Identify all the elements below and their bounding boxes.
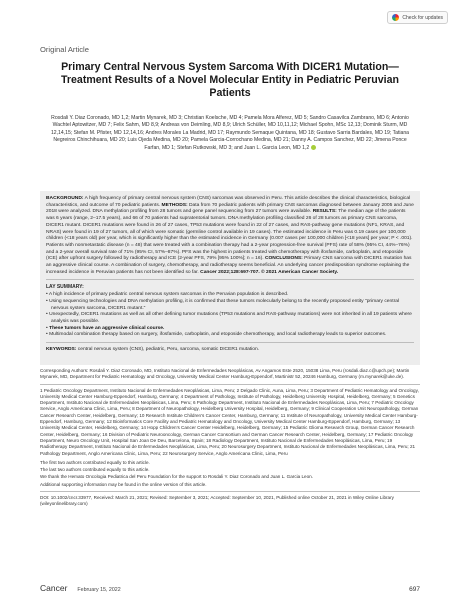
equal-contribution-first: The first two authors contributed equally to this article. <box>40 459 150 465</box>
bullet: • <box>46 332 48 338</box>
orcid-icon[interactable] <box>311 145 316 150</box>
page-number: 697 <box>409 586 420 593</box>
check-updates-label: Check for updates <box>402 14 443 21</box>
keywords-label: KEYWORDS: <box>46 347 77 353</box>
bullet: • <box>46 298 48 304</box>
equal-contribution-last: The last two authors contributed equally to this article. <box>40 467 150 473</box>
keywords <box>46 347 414 354</box>
acknowledgement: We thank the Hemato Oncologia Pediatrica del Peru Foundation for the support to Rosdali Y. Diaz Coronado and Juan L. Garcia Leon. <box>40 474 313 480</box>
list-item <box>46 312 414 325</box>
keywords-text: central nervous system (CNS), pediatric, Peru, sarcoma, somatic DICER1 mutation. <box>77 347 260 353</box>
list-item <box>46 332 414 339</box>
lay-summary-title: LAY SUMMARY: <box>46 284 84 291</box>
methods-label: METHODS: <box>161 202 188 208</box>
article-title: Primary Central Nervous System Sarcoma With DICER1 Mutation—Treatment Results of a Novel Molecular Entity in Pediatric Peruvian Patients <box>61 61 399 99</box>
keywords-divider <box>46 342 414 343</box>
conclusions-label: CONCLUSIONS: <box>264 256 303 262</box>
supporting-info: Additional supporting information may be found in the online version of this article. <box>40 481 207 487</box>
bullet: • <box>46 325 48 331</box>
list-item-text: Unexpectedly, DICER1 mutations as well as all other defining tumor mutations (TP53 mutations and RAS-pathway mutations) were not inherited in all 19 patients where analysis was possible. <box>49 312 412 324</box>
abstract-divider <box>46 279 414 280</box>
author-names: Rosdali Y. Diaz Coronado, MD 1,2; Martin Mynarek, MD 3; Christian Koelsche, MD 4; Pamela Mora Alferez, MD 5; Sandro Casavilca Zambrano, MD 6; Antonio Wachtel Aptowitzer, MD 7; Felix Sahm, MD 8,9; Andreas von Deimling, MD 8,9; Ulrich Schüller, MD 10,11,12; Michael Spohn, MSc 12,13; Dominik Sturm, MD 12,14,15; Stefan M. Pfister, MD 12,14,16; Andres Morales La Madrid, MD 17; Raymundo Semaque Quintana, MD 18; Gustavo Sarria Bardales, MD 19; Tatiana Negreiros Chinchihuara, MD 20; Luis Ojeda Medina, MD 20; Pamela Garcia-Corrochano Medina, MD 21; Danny A. Campos Sanchez, MD 22; Jimena Ponce Farfan, MD 1; Stefan Rutkowski, MD 3; and Juan L. Garcia Leon, MD 1,2 <box>50 115 410 151</box>
list-item-text: Using sequencing technologies and DNA methylation profiling, it is confirmed that these tumors molecularly belong to the recently proposed entity "primary central nervous system sarcoma, DICER1 mutant." <box>49 298 400 311</box>
doi-line[interactable]: DOI: 10.1002/cncr.33977, Received: March 21, 2021; Revised: September 3, 2021; Accepted: September 10, 2021, Published online October 21, 2021 in Wiley Online Library (wileyonlinelibrary.com) <box>40 495 394 507</box>
conclusions-text: Primary CNS sarcoma with DICER1 mutation has an aggressive clinical course. A combination of surgery, chemotherapy, and radiotherapy seems beneficial. An underlying cancer predisposition syndrome explaining the increased incidence in Peruvian patients has not been identified so far. <box>46 256 412 275</box>
bullet: • <box>46 312 48 318</box>
methods-text: Data from 70 pediatric patients with primary CNS sarcomas diagnosed between January 2005 and June 2018 were analyzed. DNA methylation profiling from 28 tumors and gene panel sequencing from 27 tumors were available. <box>46 202 414 215</box>
list-item-text: A high incidence of primary pediatric central nervous system sarcomas in the Peruvian population is described. <box>48 292 289 298</box>
top-bar <box>387 8 448 26</box>
results-text: The median age of the patients was 6 years (range, 2–17.5 years), and 66 of 70 patients had supratentorial tumors. DNA methylation profiling classified 26 of 28 tumors as primary CNS sarcoma, DICER1 mutant. DICER1 mutations were found in 26 of 27 cases, TP53 mutations were found in 22 of 27 cases, and RAS-pathway gene mutations (NF1, KRAS, and NRAS) were found in 19 of 27 tumors, all of which were somatic (germline control available in 19 cases). The estimated incidence in Peru was 0.19 cases per 100,000 children (<18 years old) per year, which is significantly higher than the estimated incidence in Germany (0.007 cases per 100,000 children [<18 years] per year; P < .001). Patients with nonmetastatic disease (n = 48) that were treated with a combination therapy had a 2-year progression-free survival (PFS) rate of 58% (95% CI, 44%–76%) and a 2-year overall survival rate of 71% (95% CI, 57%–87%). PFS was the highest in patients treated with chemotherapy with ifosfamide, carboplatin, and etoposide (ICE) after upfront surgery followed by radiotherapy and ICE (2-year PFS, 79% [95% 100%]; n = 16). <box>46 209 413 262</box>
lay-summary-list <box>46 292 414 339</box>
bullet: • <box>46 292 48 298</box>
front-matter-rule <box>40 384 420 385</box>
article-page <box>10 8 448 604</box>
abstract-text <box>46 196 414 276</box>
check-updates-button[interactable] <box>387 11 448 24</box>
journal-name: Cancer <box>40 583 68 593</box>
background-label: BACKGROUND: <box>46 196 84 201</box>
results-label: RESULTS: <box>312 209 337 215</box>
abstract-box <box>40 191 420 365</box>
page-footer <box>40 583 420 595</box>
list-item-text: Multimodal combination therapy based on surgery, ifosfamide, carboplatin, and etoposide chemotherapy, and local radiotherapy leads to superior outcomes. <box>49 332 387 338</box>
list-item <box>46 299 414 312</box>
author-list <box>50 115 410 152</box>
list-item-text: These tumors have an aggressive clinical course. <box>49 325 165 331</box>
issue-date: February 15, 2022 <box>77 587 121 593</box>
affiliations: 1 Pediatric Oncology Department, Instituto Nacional de Enfermedades Neoplásicas, Lima, Peru; 2 Delgado Clinic, Auna, Lima, Peru; 3 Department of Pediatric Hematology and Oncology, University Medical Center Hamburg-Eppendorf, Hamburg, Germany; 4 Department of Pathology, Institute of Pathology, Heidelberg University Hospital, Heidelberg, Germany; 5 Genetics Department, Instituto Nacional de Enfermedades Neoplásicas, Lima, Peru; 6 Pathology Department, Instituto Nacional de Enfermedades Neoplásicas, Lima, Peru; 7 Pediatric Oncology Service, Anglo Americana Clinic, Lima, Peru; 8 Department of Neuropathology, Heidelberg University Hospital, Heidelberg, Germany; 9 Clinical Cooperation Unit Neuropathology, German Cancer Research Center, Heidelberg, Germany; 10 Research Institute Children's Cancer Center, Hamburg, Germany; 11 Institute of Neuropathology, University Medical Center Hamburg-Eppendorf, Hamburg, Germany; 12 Bioinformatics Core Facility and Pediatric Hematology and Oncology, University Medical Center Hamburg-Eppendorf, Hamburg, Germany; 13 University Medical Center, Heidelberg, Germany; 14 Hopp Children's Cancer Center Heidelberg, Heidelberg, Germany; 15 Pediatric Glioma Research Group, German Cancer Research Center, Heidelberg, Germany; 16 Division of Pediatric Neurooncology, German Cancer Consortium and German Cancer Research Center, Heidelberg, Germany; 17 Pediatric Oncology Department, Neuro Oncology Unit, Hospital San Joan De Deu, Barcelona, Spain; 18 Radiology Department, Instituto Nacional de Enfermedades Neoplásicas, Lima, Peru; 19 Radiotherapy Department, Instituto Nacional de Enfermedades Neoplásicas, Lima, Peru; 20 Neurosurgery Department, Instituto Nacional de Enfermedades Neoplásicas, Lima, Peru; 21 Pathology Department, Anglo Americana Clinic, Lima, Peru; 22 Neurosurgery Service, Anglo Americana Clinic, Lima, Peru <box>40 387 419 456</box>
front-matter <box>40 368 420 511</box>
article-type: Original Article <box>40 45 89 54</box>
corresponding-authors: Corresponding Authors: Rosdali Y. Diaz Coronado, MD, Instituto Nacional de Enfermedades Neoplásicas, Av Angamos Este 2520, 15038 Lima, Peru (rosdali.diaz.c@upch.pe); Martin Mynarek, MD, Department for Pediatric Hematology and Oncology, University Medical Center Hamburg-Eppendorf, Martinistr 52, 20246 Hamburg, Germany (m.mynarek@uke.de). <box>40 368 410 380</box>
doi-rule <box>40 491 420 492</box>
list-item <box>46 292 414 299</box>
citation[interactable]: Cancer 2022;128:697-707. © 2021 American Cancer Society. <box>200 269 339 275</box>
crossmark-icon <box>392 14 399 21</box>
background-text: A high frequency of primary central nervous system (CNS) sarcomas was observed in Peru. This article describes the clinical characteristics, biological characteristics, and outcome of 70 pediatric patients. <box>46 196 411 208</box>
